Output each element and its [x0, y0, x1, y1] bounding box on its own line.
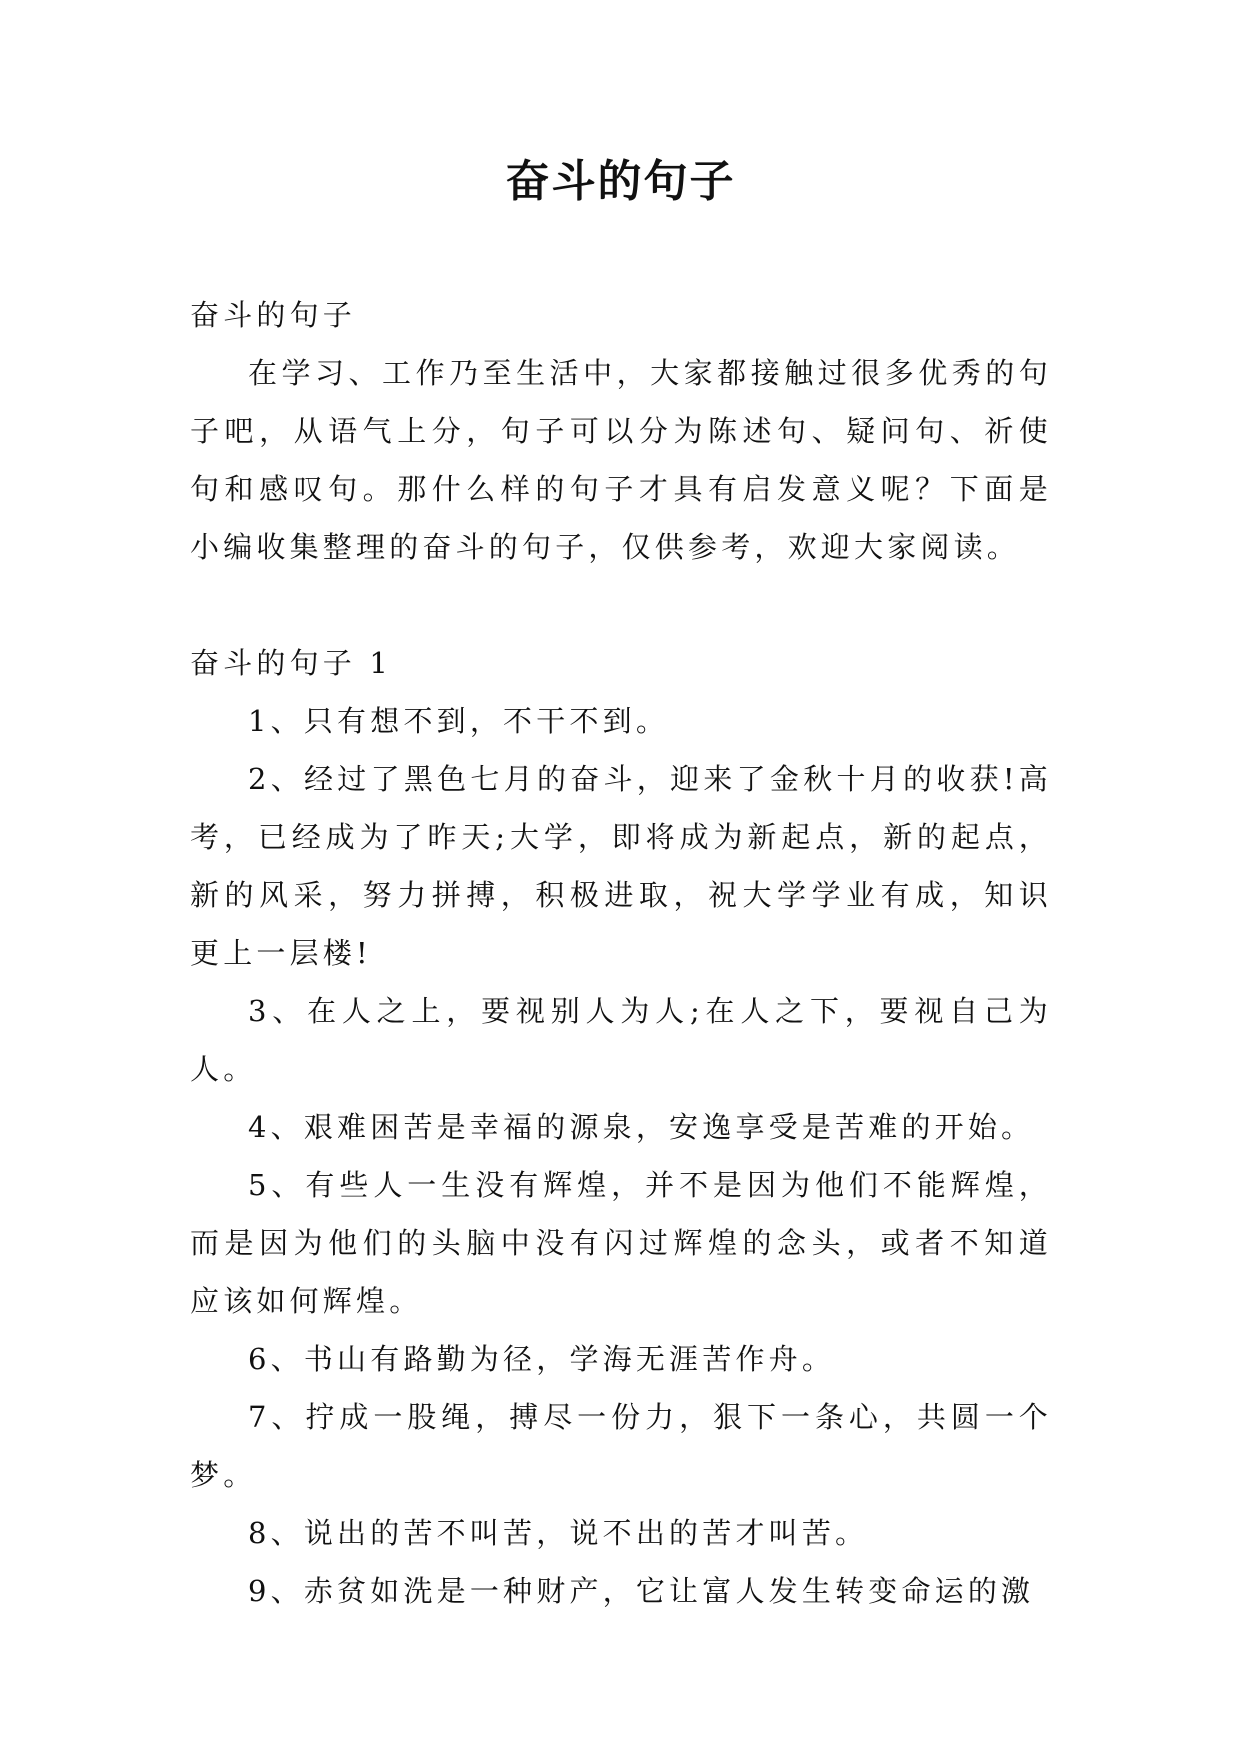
section-heading: 奋斗的句子 1	[190, 646, 393, 680]
list-item: 9、赤贫如洗是一种财产，它让富人发生转变命运的激	[248, 1574, 1035, 1608]
list-item: 4、艰难困苦是幸福的源泉，安逸享受是苦难的开始。	[248, 1110, 1035, 1144]
document-title: 奋斗的句子	[505, 156, 736, 207]
list-item: 7、拧成一股绳，搏尽一份力，狠下一条心，共圆一个梦。	[190, 1400, 1052, 1492]
intro-heading: 奋斗的句子	[190, 298, 357, 332]
list-item: 3、在人之上，要视别人为人;在人之下，要视自己为人。	[190, 994, 1052, 1086]
section-spacer	[190, 576, 1052, 634]
list-item: 1、只有想不到，不干不到。	[248, 704, 670, 738]
intro-paragraph: 在学习、工作乃至生活中，大家都接触过很多优秀的句子吧，从语气上分，句子可以分为陈述句、疑问句、祈使句和感叹句。那什么样的句子才具有启发意义呢？下面是小编收集整理的奋斗的句子，仅供参考，欢迎大家阅读。	[190, 356, 1052, 564]
list-item: 5、有些人一生没有辉煌，并不是因为他们不能辉煌，而是因为他们的头脑中没有闪过辉煌的念头，或者不知道应该如何辉煌。	[190, 1168, 1052, 1318]
document-body	[190, 286, 1052, 1620]
list-item: 2、经过了黑色七月的奋斗，迎来了金秋十月的收获!高考，已经成为了昨天;大学，即将成为新起点，新的起点，新的风采，努力拼搏，积极进取，祝大学学业有成，知识更上一层楼!	[190, 762, 1052, 970]
list-item: 6、书山有路勤为径，学海无涯苦作舟。	[248, 1342, 836, 1376]
list-item: 8、说出的苦不叫苦，说不出的苦才叫苦。	[248, 1516, 869, 1550]
